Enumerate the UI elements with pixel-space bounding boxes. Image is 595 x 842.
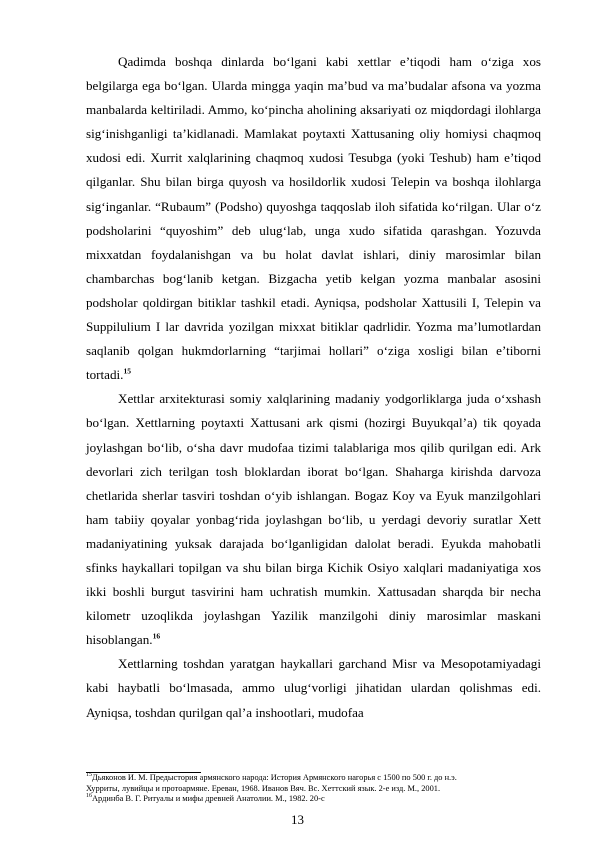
footnote-text: Дьяконов И. М. Предыстория армянского народа: История Армянского нагорья с 1500 по 500 г. до н.э. xyxy=(92,773,457,782)
footnote-ref: 15 xyxy=(123,366,131,376)
footnote-number: 16 xyxy=(86,793,92,800)
footnotes xyxy=(86,773,546,805)
footnote xyxy=(86,773,546,784)
footnote-number: 15 xyxy=(86,772,92,779)
footnote-continuation xyxy=(86,784,546,795)
footnote-text: Ардинба В. Г. Ритуалы и мифы древней Анатолии. М., 1982. 20-с xyxy=(92,794,325,804)
footnote xyxy=(86,794,546,805)
paragraph xyxy=(86,652,541,724)
paragraph-text: Xettlar arxitekturasi somiy xalqlarining madaniy yodgorliklarga juda o‘xshash bo‘lgan. Xettlarning poytaxti Xattusani ark qismi (hozirgi Buyukqal’a) tik qoyada joylashgan bo‘lib, o‘sha davr mudofaa tizimi talablariga mos qilib qurilgan edi. Ark devorlari zich terilgan tosh bloklardan iborat bo‘lgan. Shaharga kirishda darvoza chetlarida sherlar tasviri toshdan o‘yib ishlangan. Bogaz Koy va Eyuk manzilgohlari ham tabiiy qoyalar yonbag‘rida joylashgan bo‘lib, u yerdagi devoriy suratlar Xett madaniyatining yuksak darajada bo‘lganligidan dalolat beradi. Eyukda mahobatli sfinks haykallari topilgan va shu bilan birga Kichik Osiyo xalqlari madaniyatiga xos ikki boshli burgut tasvirini ham uchratish mumkin. Xattusadan sharqda bir necha kilometr uzoqlikda joylashgan Yazilik manzilgohi diniy marosimlar maskani hisoblangan. xyxy=(86,391,541,648)
body-text xyxy=(86,50,541,725)
paragraph xyxy=(86,387,541,652)
footnote-text: Хурриты, лувийцы и протоармяне. Ереван, 1968. Иванов Вяч. Вс. Хеттский язык. 2-е изд. М., 2001. xyxy=(86,783,441,793)
footnote-ref: 16 xyxy=(152,631,161,641)
paragraph xyxy=(86,50,541,387)
paragraph-text: Xettlarning toshdan yaratgan haykallari garchand Misr va Mesopotamiyadagi kabi haybatli bo‘lmasada, ammo ulug‘vorligi jihatidan ulardan qolishmas edi. Ayniqsa, toshdan qurilgan qal’a inshootlari, mudofaa xyxy=(86,656,541,720)
page-number: 13 xyxy=(291,812,304,827)
paragraph-text: Qadimda boshqa dinlarda bo‘lgani kabi xettlar e’tiqodi ham o‘ziga xos belgilarga ega bo‘lgan. Ularda mingga yaqin ma’bud va ma’budalar afsona va yozma manbalarda keltiriladi. Ammo, ko‘pincha aholining aksariyati oz miqdordagi ilohlarga sig‘inishganligi ta’kidlanadi. Mamlakat poytaxti Xattusaning oliy homiysi chaqmoq xudosi edi. Xurrit xalqlarining chaqmoq xudosi Tesubga (yoki Teshub) ham e’tiqod qilganlar. Shu bilan birga quyosh va hosildorlik xudosi Telepin va boshqa ilohlarga sig‘inganlar. “Rubaum” (Podsho) quyoshga taqqoslab iloh sifatida ko‘rilgan. Ular o‘z podsholarini “quyoshim” deb ulug‘lab, unga xudo sifatida qarashgan. Yozuvda mixxatdan foydalanishgan va bu holat davlat ishlari, diniy marosimlar bilan chambarchas bog‘lanib ketgan. Bizgacha yetib kelgan yozma manbalar asosini podsholar qoldirgan bitiklar tashkil etadi. Ayniqsa, podsholar Xattusili I, Telepin va Suppilulium I lar davrida yozilgan mixxat bitiklar qadrlidir. Yozma ma’lumotlardan saqlanib qolgan hukmdorlarning “tarjimai hollari” o‘ziga xosligi bilan e’tiborni tortadi. xyxy=(86,54,541,383)
